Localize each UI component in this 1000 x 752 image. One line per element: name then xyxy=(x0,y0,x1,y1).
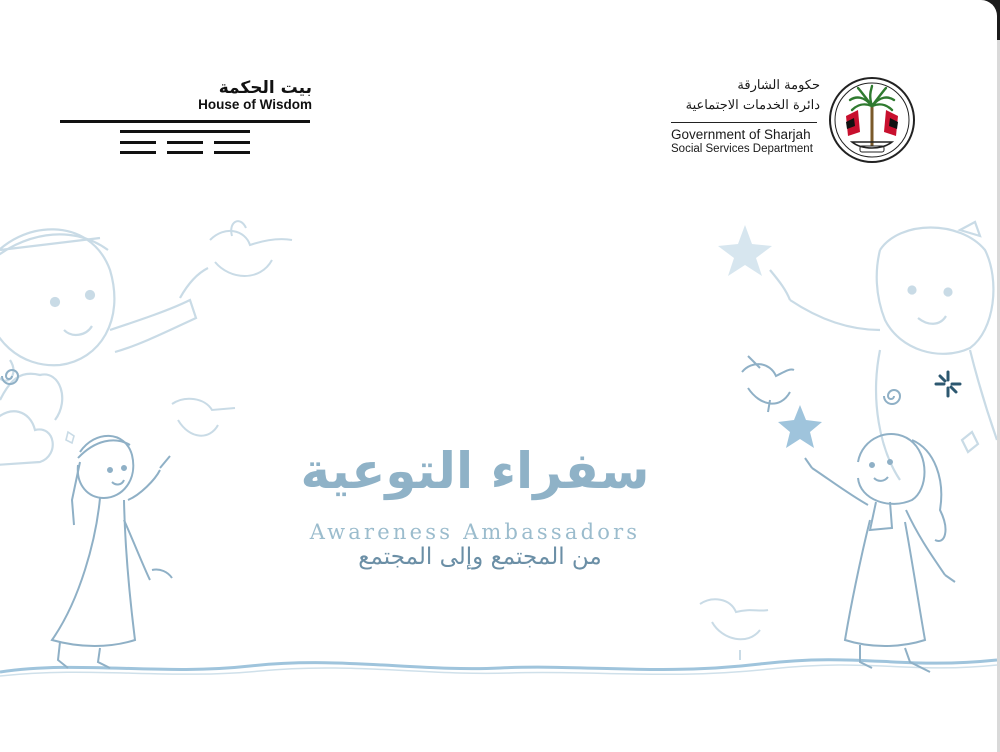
sharjah-arabic-line2: دائرة الخدمات الاجتماعية xyxy=(685,98,820,113)
house-of-wisdom-rule xyxy=(60,120,310,123)
campaign-title-arabic: سفراء التوعية xyxy=(300,442,650,500)
blue-star xyxy=(778,405,822,448)
bird-right xyxy=(742,356,794,412)
faded-bird-top xyxy=(210,221,292,276)
swirl-left xyxy=(2,370,18,384)
girl-right xyxy=(805,434,955,672)
house-of-wisdom-logo xyxy=(60,78,310,158)
bird-left xyxy=(172,399,235,436)
campaign-subtitle-arabic: من المجتمع وإلى المجتمع xyxy=(358,544,602,570)
ground-line xyxy=(0,660,997,672)
sharjah-government-logo xyxy=(668,74,920,166)
house-of-wisdom-bars xyxy=(120,130,250,156)
sharjah-emblem-icon xyxy=(828,76,916,164)
dark-star xyxy=(936,372,960,396)
sharjah-divider xyxy=(671,122,817,123)
sharjah-english-line1: Government of Sharjah xyxy=(671,127,811,142)
swirl-right xyxy=(884,390,900,404)
campaign-title-english: Awareness Ambassadors xyxy=(309,520,641,544)
boy-left xyxy=(52,436,172,668)
house-of-wisdom-arabic-name: بيت الحكمة xyxy=(218,78,312,98)
bird-bottom xyxy=(700,599,768,660)
sharjah-english-line2: Social Services Department xyxy=(671,143,813,155)
sharjah-arabic-line1: حكومة الشارقة xyxy=(737,78,820,93)
house-of-wisdom-english-name: House of Wisdom xyxy=(198,97,312,112)
faded-star xyxy=(718,225,772,276)
faded-boy-left xyxy=(0,229,208,465)
